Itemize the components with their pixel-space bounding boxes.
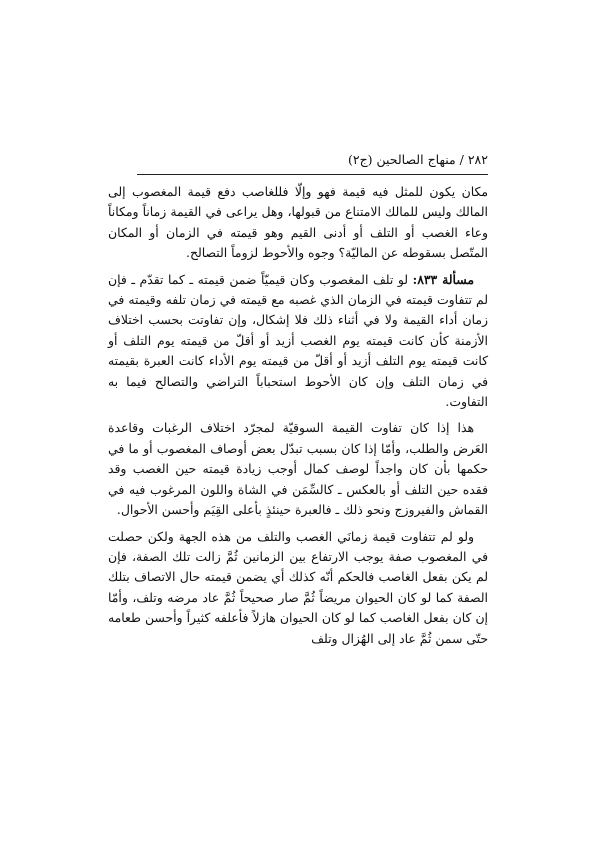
paragraph-2 [108, 270, 488, 413]
header-divider [137, 174, 488, 175]
running-header: ٢٨٢ / منهاج الصالحين (ج٢) [347, 152, 488, 167]
issue-833-label: مسألة ٨٣٣: [412, 271, 474, 287]
paragraph-3: هذا إذا كان تفاوت القيمة السوقيّة لمجرّد اختلاف الرغبات وقاعدة العَرض والطلب، وأمّا إذا كان بسبب تبدّل بعض أوصاف المغصوب أو ما في حكمها بأن كان واجداً لوصف كمال أوجب زيادة قيمته حين الغصب وقد فقده حين التلف أو بالعكس ـ كالسِّمَن في الشاة واللون المرغوب فيه في القماش والفيروزج ونحو ذلك ـ فالعبرة حينئذٍ بأعلى القِيَم وأحسن الأحوال. [108, 420, 488, 518]
page-body [108, 182, 488, 655]
paragraph-2-text: لو تلف المغصوب وكان قيميّاً ضمن قيمته ـ كما تقدّم ـ فإن لم تتفاوت قيمته في الزمان الذي غصبه مع قيمته في زمان تلفه وقيمته في زمان أداء القيمة ولا في أثناء ذلك فلا إشكال، وإن تفاوتت بحسب اختلاف الأزمنة كأن كانت قيمته يوم الغصب أزيد أو أقلّ من قيمته يوم التلف أو كانت قيمته يوم التلف أزيد أو أقلّ من قيمته يوم الأداء كانت العبرة بقيمته في زمان التلف وإن كان الأحوط استحباباً التراضي والتصالح فيما به التفاوت. [108, 271, 488, 410]
paragraph-4: ولو لم تتفاوت قيمة زمانَي الغصب والتلف من هذه الجهة ولكن حصلت في المغصوب صفة يوجب الارتفاع بين الزمانين ثُمَّ زالت تلك الصفة، فإن لم يكن بفعل الغاصب فالحكم أنّه كذلك أي يضمن قيمته حال الاتصاف بتلك الصفة كما لو كان الحيوان مريضاً ثُمَّ صار صحيحاً ثُمَّ عاد مرضه وتلف، وأمّا إن كان بفعل الغاصب كما لو كان الحيوان هازلاً فأعلفه كثيراً وأحسن طعامه حتّى سمن ثُمَّ عاد إلى الهُزال وتلف [108, 528, 488, 646]
paragraph-1: مكان يكون للمثل فيه قيمة فهو وإلّا فللغاصب دفع قيمة المغصوب إلى المالك وليس للمالك الامتناع من قبولها، وهل يراعى في القيمة زماناً ومكاناً وعاء الغصب أو التلف أو أدنى القيم وهو قيمته في الزمان أو المكان المتّصل بسقوطه عن الماليّة؟ وجوه والأحوط لزوماً التصالح. [108, 184, 488, 261]
